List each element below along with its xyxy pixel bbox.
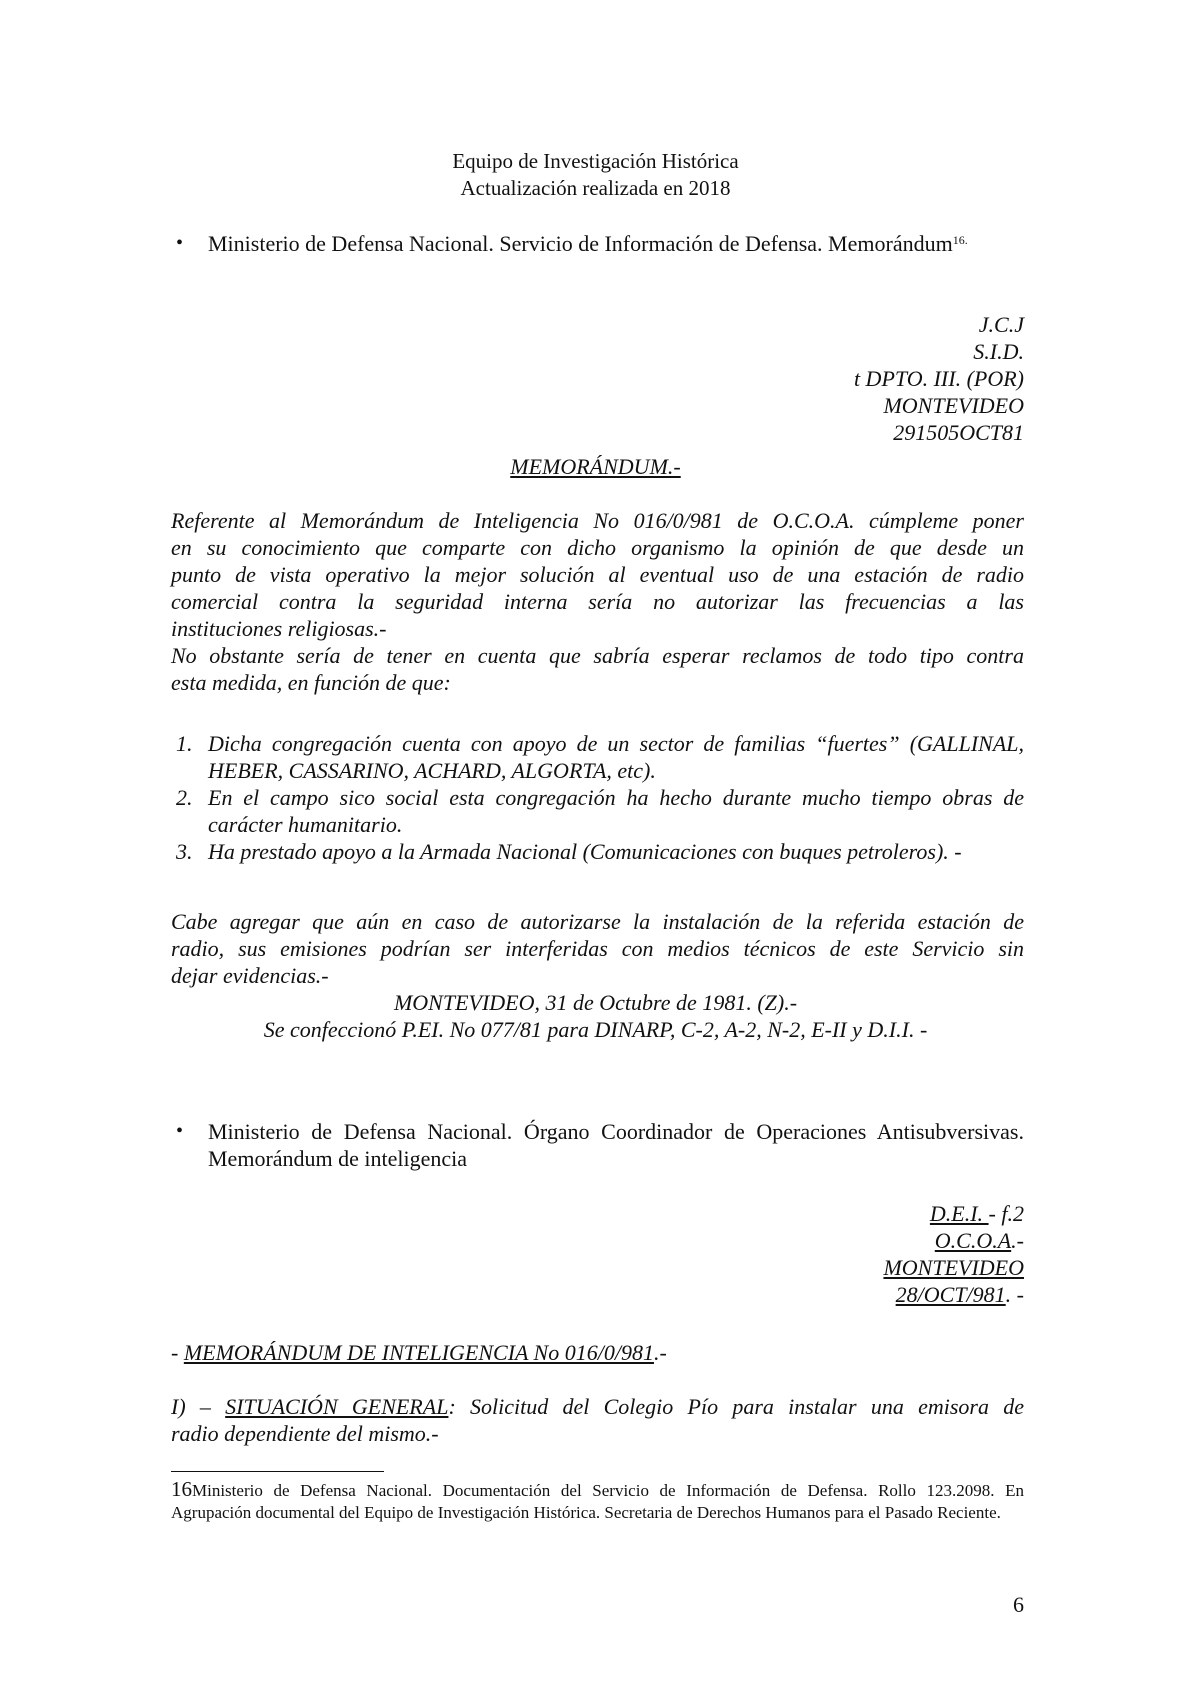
footnote — [171, 1478, 1024, 1524]
bullet-item-ocoa — [176, 1118, 1024, 1172]
bullet-icon: • — [176, 232, 184, 254]
paragraph-line: en su conocimiento que comparte con dicho organismo la opinión de que desde un — [171, 535, 1024, 560]
paragraph-line: dejar evidencias.- — [171, 963, 329, 988]
memo-header-line: t DPTO. III. (POR) — [853, 366, 1024, 391]
memo2-header-line: 28/OCT/981. - — [895, 1282, 1024, 1307]
page-number: 6 — [1013, 1592, 1024, 1617]
bullet-icon: • — [176, 1120, 184, 1142]
memo2-header-line: O.C.O.A.- — [934, 1228, 1024, 1253]
memo-header-block — [854, 311, 1024, 446]
memo2-header-line: MONTEVIDEO — [883, 1255, 1024, 1280]
memo-paragraph-1 — [171, 507, 1024, 696]
memo-header-line: 291505OCT81 — [893, 420, 1024, 445]
memo2-header-block — [883, 1200, 1024, 1308]
bullet-item-sid — [176, 230, 1024, 257]
header-line-2: Actualización realizada en 2018 — [460, 176, 731, 200]
memo2-header-line: D.E.I. - f.2 — [929, 1201, 1024, 1226]
paragraph-line: I) – SITUACIÓN GENERAL: Solicitud del Colegio Pío para instalar una emisora de — [171, 1394, 1025, 1419]
memo-title: MEMORÁNDUM.- — [510, 454, 681, 479]
paragraph-line: radio, sus emisiones podrían ser interferidas con medios técnicos de este Servicio sin — [171, 936, 1024, 961]
paragraph-line: radio dependiente del mismo.- — [171, 1421, 439, 1446]
bullet-text: Ministerio de Defensa Nacional. Órgano Coordinador de Operaciones Antisubversivas. Memorándum de inteligencia — [208, 1119, 1024, 1171]
footnote-divider — [171, 1471, 384, 1472]
list-item: 3. Ha prestado apoyo a la Armada Nacional (Comunicaciones con buques petroleros). - — [176, 839, 962, 864]
memo2-situacion-general — [171, 1393, 1024, 1447]
memo-closing-2: Se confeccionó P.EI. No 077/81 para DINARP, C-2, A-2, N-2, E-II y D.I.I. - — [263, 1017, 928, 1042]
header-line-1: Equipo de Investigación Histórica — [452, 149, 739, 173]
footnote-ref: 16. — [952, 233, 968, 247]
list-item: 2. En el campo sico social esta congregación ha hecho durante mucho tiempo obras de carácter humanitario. — [176, 785, 1024, 837]
footnote-text: Ministerio de Defensa Nacional. Documentación del Servicio de Información de Defensa. Rollo 123.2098. En Agrupación documental del Equipo de Investigación Histórica. Secretaria de Derechos Humanos para el Pasado Reciente. — [171, 1481, 1024, 1522]
bullet-text: Ministerio de Defensa Nacional. Servicio de Información de Defensa. Memorándum — [208, 231, 953, 256]
memo-numbered-list — [176, 730, 1024, 865]
memo2-title: - MEMORÁNDUM DE INTELIGENCIA No 016/0/981.- — [171, 1340, 667, 1365]
paragraph-line: comercial contra la seguridad interna sería no autorizar las frecuencias a las — [171, 589, 1024, 614]
paragraph-line: Cabe agregar que aún en caso de autorizarse la instalación de la referida estación de — [171, 909, 1024, 934]
paragraph-line: punto de vista operativo la mejor solución al eventual uso de una estación de radio — [171, 562, 1024, 587]
paragraph-line: Referente al Memorándum de Inteligencia No 016/0/981 de O.C.O.A. cúmpleme poner — [171, 508, 1024, 533]
page-header — [0, 148, 1191, 202]
paragraph-line: esta medida, en función de que: — [171, 670, 451, 695]
paragraph-line: No obstante sería de tener en cuenta que sabría esperar reclamos de todo tipo contra — [171, 643, 1024, 668]
memo-header-line: MONTEVIDEO — [883, 393, 1024, 418]
footnote-number: 16 — [171, 1477, 192, 1501]
list-item: 1. Dicha congregación cuenta con apoyo de un sector de familias “fuertes” (GALLINAL, HEBER, CASSARINO, ACHARD, ALGORTA, etc). — [176, 731, 1024, 783]
memo-paragraph-2 — [171, 908, 1024, 989]
memo-header-line: J.C.J — [978, 312, 1024, 337]
memo-closing-1: MONTEVIDEO, 31 de Octubre de 1981. (Z).- — [393, 990, 798, 1015]
paragraph-line: instituciones religiosas.- — [171, 616, 387, 641]
memo-header-line: S.I.D. — [973, 339, 1024, 364]
